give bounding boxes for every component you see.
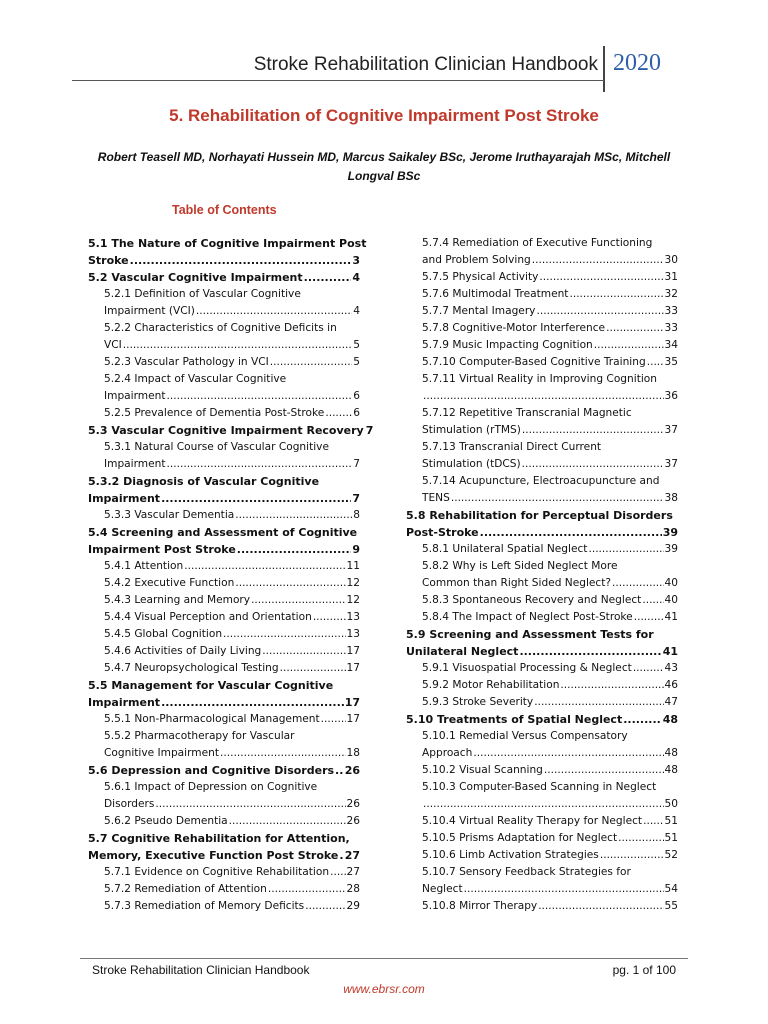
dot-leader bbox=[155, 796, 345, 813]
toc-entry-page: 50 bbox=[664, 798, 678, 810]
toc-entry-label: 5.7.13 Transcranial Direct Current bbox=[422, 441, 602, 453]
toc-entry[interactable] bbox=[88, 728, 360, 762]
toc-entry-page: 36 bbox=[664, 390, 678, 402]
dot-leader bbox=[464, 881, 664, 898]
dot-leader bbox=[538, 898, 663, 915]
toc-entry[interactable] bbox=[406, 660, 678, 677]
toc-entry-page: 48 bbox=[664, 747, 678, 759]
toc-entry-page: 30 bbox=[664, 254, 678, 266]
toc-entry-label: 5.10.2 Visual Scanning bbox=[422, 764, 543, 776]
toc-entry-label: 5.7.11 Virtual Reality in Improving Cognition bbox=[422, 373, 657, 385]
toc-entry[interactable] bbox=[88, 507, 360, 524]
toc-entry[interactable] bbox=[88, 354, 360, 371]
toc-entry-page: 48 bbox=[664, 764, 678, 776]
toc-entry[interactable] bbox=[88, 711, 360, 728]
toc-entry-label: Stimulation (tDCS) bbox=[422, 458, 521, 470]
toc-entry[interactable] bbox=[406, 473, 678, 507]
toc-entry-page: 13 bbox=[346, 628, 360, 640]
toc-entry-label: 5.4.5 Global Cognition bbox=[104, 628, 223, 640]
dot-leader bbox=[325, 405, 352, 422]
toc-entry[interactable] bbox=[406, 762, 678, 779]
toc-entry-page: 38 bbox=[664, 492, 678, 504]
toc-entry-label: 5.10.7 Sensory Feedback Strategies for bbox=[422, 866, 631, 878]
toc-entry-page: 39 bbox=[664, 543, 678, 555]
toc-entry-page: 12 bbox=[346, 594, 360, 606]
dot-leader bbox=[184, 558, 345, 575]
toc-entry-label: Impairment bbox=[88, 696, 161, 709]
toc-entry-label: TENS bbox=[422, 492, 450, 504]
toc-entry-label: 5.7.5 Physical Activity bbox=[422, 271, 539, 283]
toc-entry-label: 5.2.1 Definition of Vascular Cognitive bbox=[104, 288, 301, 300]
toc-entry-label: Impairment Post Stroke bbox=[88, 543, 236, 556]
toc-entry[interactable] bbox=[406, 677, 678, 694]
toc-entry-label: 5.2.3 Vascular Pathology in VCI bbox=[104, 356, 269, 368]
toc-entry-page: 8 bbox=[353, 509, 360, 521]
toc-entry[interactable] bbox=[406, 779, 678, 813]
toc-entry-label: 5.3.3 Vascular Dementia bbox=[104, 509, 235, 521]
toc-entry-label: 5.10.6 Limb Activation Strategies bbox=[422, 849, 599, 861]
toc-entry-label: Unilateral Neglect bbox=[406, 645, 519, 658]
dot-leader bbox=[633, 660, 664, 677]
toc-entry-page: 11 bbox=[346, 560, 360, 572]
toc-entry-page: 35 bbox=[664, 356, 678, 368]
toc-entry-label: Disorders bbox=[104, 798, 155, 810]
toc-entry-label: 5.8.3 Spontaneous Recovery and Neglect bbox=[422, 594, 642, 606]
toc-entry-page: 4 bbox=[353, 305, 360, 317]
toc-entry-page: 13 bbox=[346, 611, 360, 623]
toc-entry[interactable] bbox=[406, 847, 678, 864]
toc-entry-page: 26 bbox=[346, 815, 360, 827]
authors: Robert Teasell MD, Norhayati Hussein MD, Marcus Saikaley BSc, Jerome Iruthayarajah MSc, Mitchell Longval BSc bbox=[97, 150, 671, 183]
toc-entry-label: 5.2.4 Impact of Vascular Cognitive bbox=[104, 373, 287, 385]
toc-entry[interactable] bbox=[406, 439, 678, 473]
toc-entry[interactable] bbox=[406, 303, 678, 320]
toc-entry[interactable] bbox=[406, 830, 678, 847]
toc-entry[interactable] bbox=[88, 762, 360, 779]
dot-leader bbox=[480, 524, 662, 541]
toc-entry-label: 5.10.1 Remedial Versus Compensatory bbox=[422, 730, 628, 742]
dot-leader bbox=[634, 609, 664, 626]
toc-entry-label: Post-Stroke bbox=[406, 526, 479, 539]
toc-entry-label: 5.4.6 Activities of Daily Living bbox=[104, 645, 262, 657]
toc-entry[interactable] bbox=[406, 558, 678, 592]
toc-entry-label: 5.10 Treatments of Spatial Neglect bbox=[406, 713, 623, 726]
toc-entry-page: 41 bbox=[664, 611, 678, 623]
toc-entry-page: 17 bbox=[346, 645, 360, 657]
header-divider bbox=[603, 46, 605, 92]
toc-entry-page: 5 bbox=[353, 356, 360, 368]
header-rule bbox=[72, 80, 604, 81]
toc-entry-page: 6 bbox=[353, 390, 360, 402]
toc-entry[interactable] bbox=[406, 711, 678, 728]
toc-entry-label: 5.8 Rehabilitation for Perceptual Disorders bbox=[406, 509, 673, 522]
toc-entry-label: 5.9.1 Visuospatial Processing & Neglect bbox=[422, 662, 632, 674]
dot-leader bbox=[522, 456, 664, 473]
toc-entry-label: 5.5.1 Non-Pharmacological Management bbox=[104, 713, 320, 725]
dot-leader bbox=[270, 354, 352, 371]
toc-entry-label: and Problem Solving bbox=[422, 254, 531, 266]
dot-leader bbox=[235, 575, 345, 592]
dot-leader bbox=[569, 286, 663, 303]
dot-leader bbox=[594, 337, 664, 354]
dot-leader bbox=[423, 388, 664, 405]
toc-entry[interactable] bbox=[88, 320, 360, 354]
toc-entry[interactable] bbox=[88, 473, 360, 507]
toc-entry-page: 37 bbox=[664, 424, 678, 436]
toc-entry-page: 26 bbox=[346, 798, 360, 810]
dot-leader bbox=[330, 864, 345, 881]
header-year: 2020 bbox=[613, 50, 661, 76]
toc-entry-page: 17 bbox=[344, 696, 360, 709]
toc-entry-label: 5.8.4 The Impact of Neglect Post-Stroke bbox=[422, 611, 633, 623]
toc-entry-label: 5.7.6 Multimodal Treatment bbox=[422, 288, 569, 300]
toc-entry[interactable] bbox=[88, 558, 360, 575]
toc-entry-label: 5.7.3 Remediation of Memory Deficits bbox=[104, 900, 305, 912]
toc-entry[interactable] bbox=[88, 235, 367, 269]
toc-entry[interactable] bbox=[406, 405, 678, 439]
dot-leader bbox=[522, 422, 664, 439]
footer-rule bbox=[80, 958, 688, 959]
toc-entry-label: Impairment bbox=[104, 458, 166, 470]
toc-heading: Table of Contents bbox=[172, 203, 277, 217]
dot-leader bbox=[123, 337, 352, 354]
dot-leader bbox=[229, 813, 346, 830]
toc-entry-label: Common than Right Sided Neglect? bbox=[422, 577, 612, 589]
toc-left-column bbox=[88, 235, 374, 915]
toc-entry-page: 31 bbox=[664, 271, 678, 283]
toc-entry-label: 5.10.5 Prisms Adaptation for Neglect bbox=[422, 832, 618, 844]
toc-entry-label: 5.9 Screening and Assessment Tests for bbox=[406, 628, 654, 641]
footer-title: Stroke Rehabilitation Clinician Handbook bbox=[92, 963, 310, 977]
toc-entry-label: Stroke bbox=[88, 254, 129, 267]
dot-leader bbox=[321, 711, 346, 728]
toc-entry-label: Approach bbox=[422, 747, 473, 759]
toc-entry-label: 5.7 Cognitive Rehabilitation for Attention, bbox=[88, 832, 350, 845]
toc-entry-label: 5.8.2 Why is Left Sided Neglect More bbox=[422, 560, 618, 572]
dot-leader bbox=[423, 796, 664, 813]
toc-entry-label: Cognitive Impairment bbox=[104, 747, 219, 759]
toc-entry-label: 5.6.1 Impact of Depression on Cognitive bbox=[104, 781, 318, 793]
toc-entry[interactable] bbox=[406, 235, 678, 269]
dot-leader bbox=[612, 575, 663, 592]
toc-entry-label: Impairment (VCI) bbox=[104, 305, 195, 317]
toc-entry-label: 5.4.1 Attention bbox=[104, 560, 184, 572]
toc-entry-page: 51 bbox=[664, 832, 678, 844]
dot-leader bbox=[220, 745, 346, 762]
dot-leader bbox=[166, 456, 352, 473]
toc-entry-label: 5.3.1 Natural Course of Vascular Cognitive bbox=[104, 441, 329, 453]
toc-entry-page: 7 bbox=[352, 492, 360, 505]
toc-entry-page: 17 bbox=[346, 713, 360, 725]
toc-entry[interactable] bbox=[88, 881, 360, 898]
toc-entry-page: 17 bbox=[346, 662, 360, 674]
toc-entry-label: 5.4.7 Neuropsychological Testing bbox=[104, 662, 279, 674]
toc-entry-label: 5.5.2 Pharmacotherapy for Vascular bbox=[104, 730, 295, 742]
toc-entry-page: 51 bbox=[664, 815, 678, 827]
toc-entry-label: 5.4.2 Executive Function bbox=[104, 577, 235, 589]
toc-right-column bbox=[406, 235, 678, 915]
dot-leader bbox=[560, 677, 663, 694]
toc-entry-page: 6 bbox=[353, 407, 360, 419]
toc-entry-page: 7 bbox=[353, 458, 360, 470]
toc-entry[interactable] bbox=[88, 864, 360, 881]
toc-entry-page: 52 bbox=[664, 849, 678, 861]
toc-entry-page: 28 bbox=[346, 883, 360, 895]
toc-entry-page: 33 bbox=[664, 322, 678, 334]
toc-entry[interactable] bbox=[406, 337, 678, 354]
toc-entry-label: Memory, Executive Function Post Stroke bbox=[88, 849, 339, 862]
toc-entry[interactable] bbox=[88, 286, 360, 320]
dot-leader bbox=[643, 813, 663, 830]
dot-leader bbox=[539, 269, 663, 286]
toc-entry-page: 34 bbox=[664, 339, 678, 351]
toc-entry-page: 40 bbox=[664, 594, 678, 606]
toc-entry-label: 5.1 The Nature of Cognitive Impairment Post bbox=[88, 237, 367, 250]
toc-entry-page: 54 bbox=[664, 883, 678, 895]
dot-leader bbox=[304, 269, 352, 286]
dot-leader bbox=[280, 660, 346, 677]
toc-entry-label: 5.10.3 Computer-Based Scanning in Neglect bbox=[422, 781, 657, 793]
toc-entry[interactable] bbox=[88, 269, 360, 286]
dot-leader bbox=[235, 507, 352, 524]
toc-entry-label: 5.7.14 Acupuncture, Electroacupuncture and bbox=[422, 475, 660, 487]
toc-entry-label: 5.7.8 Cognitive-Motor Interference bbox=[422, 322, 606, 334]
toc-entry[interactable] bbox=[406, 728, 678, 762]
toc-entry[interactable] bbox=[88, 626, 360, 643]
toc-entry-label: Impairment bbox=[88, 492, 161, 505]
toc-entry-page: 7 bbox=[365, 424, 374, 437]
toc-entry-label: VCI bbox=[104, 339, 122, 351]
toc-entry[interactable] bbox=[406, 320, 678, 337]
toc-entry-label: 5.8.1 Unilateral Spatial Neglect bbox=[422, 543, 588, 555]
dot-leader bbox=[536, 303, 663, 320]
page-header bbox=[0, 40, 768, 90]
toc-entry-label: 5.7.1 Evidence on Cognitive Rehabilitation bbox=[104, 866, 330, 878]
toc-entry[interactable] bbox=[88, 898, 360, 915]
toc-entry-label: 5.7.7 Mental Imagery bbox=[422, 305, 536, 317]
dot-leader bbox=[130, 252, 352, 269]
toc-entry[interactable] bbox=[406, 507, 678, 541]
toc-entry[interactable] bbox=[88, 439, 360, 473]
toc-entry-page: 43 bbox=[664, 662, 678, 674]
toc-entry-label: 5.4 Screening and Assessment of Cognitive bbox=[88, 526, 358, 539]
toc-entry-page: 46 bbox=[664, 679, 678, 691]
dot-leader bbox=[618, 830, 663, 847]
toc-entry-label: 5.5 Management for Vascular Cognitive bbox=[88, 679, 334, 692]
toc-entry[interactable] bbox=[406, 286, 678, 303]
toc-entry-label: 5.2.2 Characteristics of Cognitive Deficits in bbox=[104, 322, 337, 334]
toc-entry[interactable] bbox=[406, 864, 678, 898]
toc-entry-page: 47 bbox=[664, 696, 678, 708]
dot-leader bbox=[251, 592, 345, 609]
toc-entry[interactable] bbox=[88, 813, 360, 830]
toc-entry[interactable] bbox=[88, 677, 360, 711]
dot-leader bbox=[473, 745, 663, 762]
toc-entry-label: Neglect bbox=[422, 883, 463, 895]
dot-leader bbox=[335, 762, 344, 779]
toc-entry-page: 12 bbox=[346, 577, 360, 589]
toc-entry-page: 27 bbox=[344, 849, 360, 862]
toc-entry-label: 5.2 Vascular Cognitive Impairment bbox=[88, 271, 303, 284]
toc-entry[interactable] bbox=[406, 626, 678, 660]
toc-entry-label: 5.4.3 Learning and Memory bbox=[104, 594, 251, 606]
toc-entry[interactable] bbox=[88, 830, 360, 864]
toc-entry-label: 5.10.4 Virtual Reality Therapy for Neglect bbox=[422, 815, 643, 827]
toc-entry-page: 48 bbox=[662, 713, 678, 726]
toc-entry-label: 5.10.8 Mirror Therapy bbox=[422, 900, 538, 912]
toc-entry[interactable] bbox=[88, 524, 360, 558]
toc-entry-label: 5.2.5 Prevalence of Dementia Post-Stroke bbox=[104, 407, 325, 419]
toc-entry-page: 5 bbox=[353, 339, 360, 351]
toc-entry[interactable] bbox=[406, 898, 678, 915]
toc-entry-label: 5.7.9 Music Impacting Cognition bbox=[422, 339, 593, 351]
toc-entry[interactable] bbox=[88, 575, 360, 592]
dot-leader bbox=[534, 694, 663, 711]
toc-entry[interactable] bbox=[88, 422, 374, 439]
toc-entry-page: 40 bbox=[664, 577, 678, 589]
toc-entry-page: 29 bbox=[346, 900, 360, 912]
dot-leader bbox=[623, 711, 661, 728]
toc-entry-label: 5.6 Depression and Cognitive Disorders bbox=[88, 764, 335, 777]
toc-entry[interactable] bbox=[88, 405, 360, 422]
dot-leader bbox=[451, 490, 664, 507]
toc-entry[interactable] bbox=[88, 779, 360, 813]
dot-leader bbox=[519, 643, 661, 660]
toc-entry-page: 39 bbox=[662, 526, 678, 539]
toc-entry-page: 4 bbox=[352, 271, 360, 284]
toc-entry[interactable] bbox=[406, 609, 678, 626]
dot-leader bbox=[305, 898, 345, 915]
toc-entry-page: 26 bbox=[344, 764, 360, 777]
toc-entry-label: Impairment bbox=[104, 390, 166, 402]
dot-leader bbox=[268, 881, 346, 898]
toc-entry-page: 3 bbox=[352, 254, 360, 267]
dot-leader bbox=[588, 541, 663, 558]
page-number: pg. 1 of 100 bbox=[612, 963, 676, 977]
toc-entry-label: Stimulation (rTMS) bbox=[422, 424, 521, 436]
toc-entry[interactable] bbox=[88, 371, 360, 405]
toc-entry-label: 5.9.3 Stroke Severity bbox=[422, 696, 534, 708]
toc-entry-page: 27 bbox=[346, 866, 360, 878]
toc-entry[interactable] bbox=[406, 813, 678, 830]
toc-entry-page: 9 bbox=[352, 543, 360, 556]
toc-entry[interactable] bbox=[88, 660, 360, 677]
dot-leader bbox=[262, 643, 345, 660]
toc-entry-page: 37 bbox=[664, 458, 678, 470]
dot-leader bbox=[544, 762, 664, 779]
toc-entry-label: 5.9.2 Motor Rehabilitation bbox=[422, 679, 560, 691]
toc-entry-label: 5.3 Vascular Cognitive Impairment Recovery bbox=[88, 424, 364, 437]
dot-leader bbox=[642, 592, 663, 609]
dot-leader bbox=[161, 490, 351, 507]
toc-entry-label: 5.4.4 Visual Perception and Orientation bbox=[104, 611, 312, 623]
toc-entry[interactable] bbox=[406, 269, 678, 286]
dot-leader bbox=[339, 847, 343, 864]
toc-entry-page: 41 bbox=[662, 645, 678, 658]
dot-leader bbox=[313, 609, 346, 626]
dot-leader bbox=[223, 626, 345, 643]
toc-entry[interactable] bbox=[88, 592, 360, 609]
dot-leader bbox=[600, 847, 664, 864]
dot-leader bbox=[237, 541, 352, 558]
toc-entry[interactable] bbox=[88, 609, 360, 626]
toc-entry-page: 18 bbox=[346, 747, 360, 759]
dot-leader bbox=[196, 303, 352, 320]
toc-entry-label: 5.7.12 Repetitive Transcranial Magnetic bbox=[422, 407, 632, 419]
dot-leader bbox=[166, 388, 352, 405]
toc-entry[interactable] bbox=[406, 694, 678, 711]
toc-entry[interactable] bbox=[406, 592, 678, 609]
header-title: Stroke Rehabilitation Clinician Handbook bbox=[253, 54, 598, 75]
toc-entry-label: 5.7.10 Computer-Based Cognitive Training bbox=[422, 356, 646, 368]
toc-entry-label: 5.7.2 Remediation of Attention bbox=[104, 883, 267, 895]
dot-leader bbox=[161, 694, 344, 711]
dot-leader bbox=[532, 252, 664, 269]
toc-entry-page: 33 bbox=[664, 305, 678, 317]
toc-entry-page: 32 bbox=[664, 288, 678, 300]
toc-entry[interactable] bbox=[88, 643, 360, 660]
toc-entry-label: 5.3.2 Diagnosis of Vascular Cognitive bbox=[88, 475, 320, 488]
toc-entry-page: 55 bbox=[664, 900, 678, 912]
toc-entry-label: 5.6.2 Pseudo Dementia bbox=[104, 815, 228, 827]
footer-url[interactable]: www.ebrsr.com bbox=[343, 982, 425, 996]
dot-leader bbox=[647, 354, 664, 371]
toc-entry[interactable] bbox=[406, 354, 678, 371]
chapter-title: 5. Rehabilitation of Cognitive Impairment Post Stroke bbox=[169, 106, 599, 125]
toc-entry-label: 5.7.4 Remediation of Executive Functioning bbox=[422, 237, 653, 249]
dot-leader bbox=[606, 320, 663, 337]
toc-entry[interactable] bbox=[406, 371, 678, 405]
toc-entry[interactable] bbox=[406, 541, 678, 558]
